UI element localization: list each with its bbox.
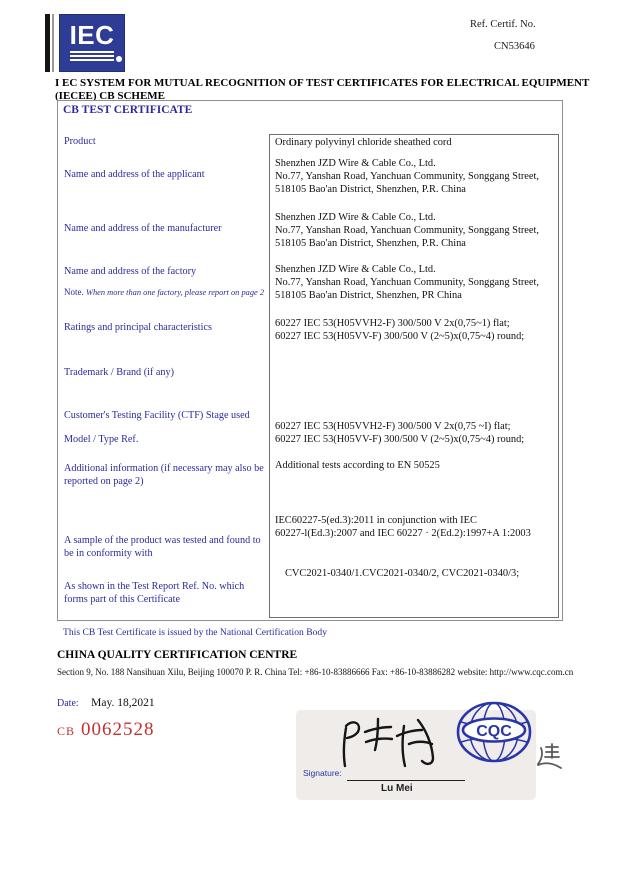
label-applicant: Name and address of the applicant: [64, 169, 205, 180]
scheme-title-line1: I EC SYSTEM FOR MUTUAL RECOGNITION OF TEST CERTIFICATES FOR ELECTRICAL EQUIPMENT: [55, 77, 590, 89]
ref-certif-number: CN53646: [494, 41, 535, 52]
iec-logo-bar: [45, 14, 50, 72]
value-model-line1: 60227 IEC 53(H05VVH2-F) 300/500 V 2x(0,75 ~I) flat;: [275, 421, 511, 432]
value-column-border: [269, 134, 559, 618]
factory-note-text: When more than one factory, please report on page 2: [86, 288, 265, 297]
value-factory-line3: 518105 Bao'an District, Shenzhen, PR China: [275, 290, 462, 301]
factory-note: [64, 287, 269, 297]
signature-line: [347, 780, 465, 781]
cqc-logo: [455, 700, 533, 764]
value-test-report: CVC2021-0340/1.CVC2021-0340/2, CVC2021-0340/3;: [285, 568, 520, 579]
iec-logo-dot: [116, 56, 122, 62]
value-manufacturer-line1: Shenzhen JZD Wire & Cable Co., Ltd.: [275, 212, 436, 223]
cb-number: 0062528: [81, 719, 155, 740]
ref-certif-label: Ref. Certif. No.: [470, 19, 536, 30]
scheme-title-line2: (IECEE) CB SCHEME: [55, 90, 166, 102]
value-applicant-line3: 518105 Bao'an District, Shenzhen, P.R. China: [275, 184, 466, 195]
value-manufacturer-line2: No.77, Yanshan Road, Yanchuan Community, Songgang Street,: [275, 225, 539, 236]
label-factory: Name and address of the factory: [64, 266, 197, 277]
value-manufacturer: [275, 211, 557, 250]
label-additional-info: Additional information (if necessary may also be reported on page 2): [64, 463, 264, 487]
label-trademark: Trademark / Brand (if any): [64, 367, 174, 378]
cb-certificate-number: [57, 719, 155, 741]
value-additional-info: Additional tests according to EN 50525: [275, 460, 440, 471]
value-product: Ordinary polyvinyl chloride sheathed cord: [275, 137, 452, 148]
certificate-title: CB TEST CERTIFICATE: [63, 104, 193, 116]
label-ratings: Ratings and principal characteristics: [64, 322, 212, 333]
value-model-type: [275, 420, 557, 446]
date-value: May. 18,2021: [91, 697, 155, 709]
value-ratings-line1: 60227 IEC 53(H05VVH2-F) 300/500 V 2x(0,75~1) flat;: [275, 318, 510, 329]
label-ctf-stage: Customer's Testing Facility (CTF) Stage used: [64, 410, 250, 421]
label-test-report: As shown in the Test Report Ref. No. which forms part of this Certificate: [64, 581, 245, 605]
value-manufacturer-line3: 518105 Bao'an District, Shenzhen, P.R. China: [275, 238, 466, 249]
value-ratings: [275, 317, 557, 343]
issuer-address: Section 9, No. 188 Nansihuan Xilu, Beijing 100070 P. R. China Tel: +86-10-83886666 Fax: +86-10-83886282 website: http://www.cqc.com.cn: [57, 667, 574, 677]
label-product: Product: [64, 136, 96, 147]
label-conformity: A sample of the product was tested and found to be in conformity with: [64, 535, 261, 559]
value-factory-line2: No.77, Yanshan Road, Yanchuan Community, Songgang Street,: [275, 277, 539, 288]
iec-logo: [45, 14, 125, 72]
value-conformity-line1: IEC60227-5(ed.3):2011 in conjunction with IEC: [275, 515, 477, 526]
label-model-type: Model / Type Ref.: [64, 434, 139, 445]
signature-label: Signature:: [303, 768, 342, 778]
iec-logo-bar-shadow: [52, 14, 54, 72]
date-label: Date:: [57, 698, 79, 709]
value-applicant-line2: No.77, Yanshan Road, Yanchuan Community, Songgang Street,: [275, 171, 539, 182]
certificate-table: [57, 100, 563, 621]
value-conformity: [275, 514, 557, 540]
signatory-name: Lu Mei: [381, 783, 413, 794]
value-conformity-line2: 60227-l(Ed.3):2007 and IEC 60227 · 2(Ed.2):1997+A 1:2003: [275, 528, 531, 539]
value-model-line2: 60227 IEC 53(H05VV-F) 300/500 V (2~5)x(0,75~4) round;: [275, 434, 525, 445]
issuer-name: CHINA QUALITY CERTIFICATION CENTRE: [57, 649, 298, 661]
value-applicant: [275, 157, 557, 196]
value-applicant-line1: Shenzhen JZD Wire & Cable Co., Ltd.: [275, 158, 436, 169]
stamp-character-jian: [536, 742, 562, 772]
iec-logo-square: [59, 14, 125, 72]
value-factory: [275, 263, 557, 302]
cqc-logo-text: CQC: [476, 723, 512, 740]
value-factory-line1: Shenzhen JZD Wire & Cable Co., Ltd.: [275, 264, 436, 275]
factory-note-prefix: Note.: [64, 287, 84, 297]
value-ratings-line2: 60227 IEC 53(H05VV-F) 300/500 V (2~5)x(0,75~4) round;: [275, 331, 525, 342]
date-row: [57, 697, 155, 709]
label-manufacturer: Name and address of the manufacturer: [64, 223, 222, 234]
handwritten-signature: [332, 714, 450, 770]
iec-logo-text: IEC: [69, 20, 115, 50]
issued-by-note: This CB Test Certificate is issued by the National Certification Body: [63, 627, 328, 638]
iec-logo-lines: [70, 49, 114, 63]
cb-prefix: CB: [57, 724, 76, 738]
